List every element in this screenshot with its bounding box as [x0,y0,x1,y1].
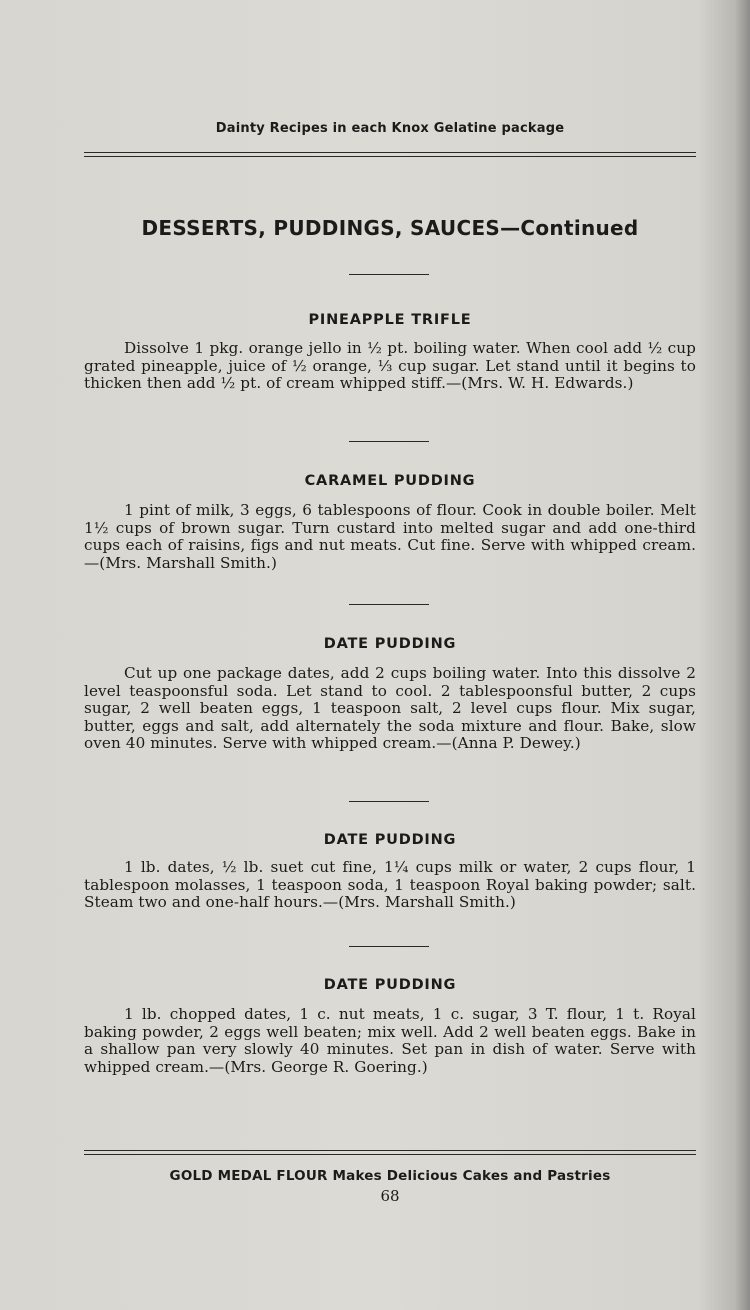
recipe-title-date-pudding-2: DATE PUDDING [323,832,457,848]
header-double-rule [84,152,696,157]
recipe-body-date-pudding-2: 1 lb. dates, ½ lb. suet cut fine, 1¼ cups milk or water, 2 cups flour, 1 tablespoon molasses, 1 teaspoon soda, 1 teaspoon Royal baking powder; salt. Steam two and one-half hours.—(Mrs. Marshall Smith.) [84,858,696,911]
divider-rule [349,274,429,275]
recipe-body-pineapple-trifle: Dissolve 1 pkg. orange jello in ½ pt. boiling water. When cool add ½ cup grated pineapple, juice of ½ orange, ⅓ cup sugar. Let stand until it begins to thicken then add ½ pt. of cream whipped stiff.—(Mrs. W. H. Edwards.) [84,339,696,392]
recipe-body-caramel-pudding: 1 pint of milk, 3 eggs, 6 tablespoons of flour. Cook in double boiler. Melt 1½ cups of brown sugar. Turn custard into melted sugar and add one-third cups each of raisins, figs and nut meats. Cut fine. Serve with whipped cream.—(Mrs. Marshall Smith.) [84,501,696,572]
footer-slogan: GOLD MEDAL FLOUR Makes Delicious Cakes and Pastries [169,1168,611,1184]
recipe-body-date-pudding-1: Cut up one package dates, add 2 cups boiling water. Into this dissolve 2 level teaspoonsful soda. Let stand to cool. 2 tablespoonsful butter, 2 cups sugar, 2 well beaten eggs, 1 teaspoon salt, 2 level cups flour. Mix sugar, butter, eggs and salt, add alternately the soda mixture and flour. Bake, slow oven 40 minutes. Serve with whipped cream.—(Anna P. Dewey.) [84,664,696,752]
recipe-title-date-pudding-1: DATE PUDDING [323,636,457,652]
divider-rule [349,441,429,442]
recipe-body-date-pudding-3: 1 lb. chopped dates, 1 c. nut meats, 1 c. sugar, 3 T. flour, 1 t. Royal baking powder, 2 eggs well beaten; mix well. Add 2 well beaten eggs. Bake in a shallow pan very slowly 40 minutes. Set pan in dish of water. Serve with whipped cream.—(Mrs. George R. Goering.) [84,1005,696,1076]
divider-rule [349,946,429,947]
page-number: 68 [380,1187,400,1205]
section-title: DESSERTS, PUDDINGS, SAUCES—Continued [141,216,639,240]
divider-rule [349,604,429,605]
footer-double-rule [84,1150,696,1155]
recipe-title-caramel-pudding: CARAMEL PUDDING [304,473,476,489]
divider-rule [349,801,429,802]
running-head: Dainty Recipes in each Knox Gelatine package [215,121,565,136]
recipe-title-pineapple-trifle: PINEAPPLE TRIFLE [308,312,472,328]
recipe-title-date-pudding-3: DATE PUDDING [323,977,457,993]
